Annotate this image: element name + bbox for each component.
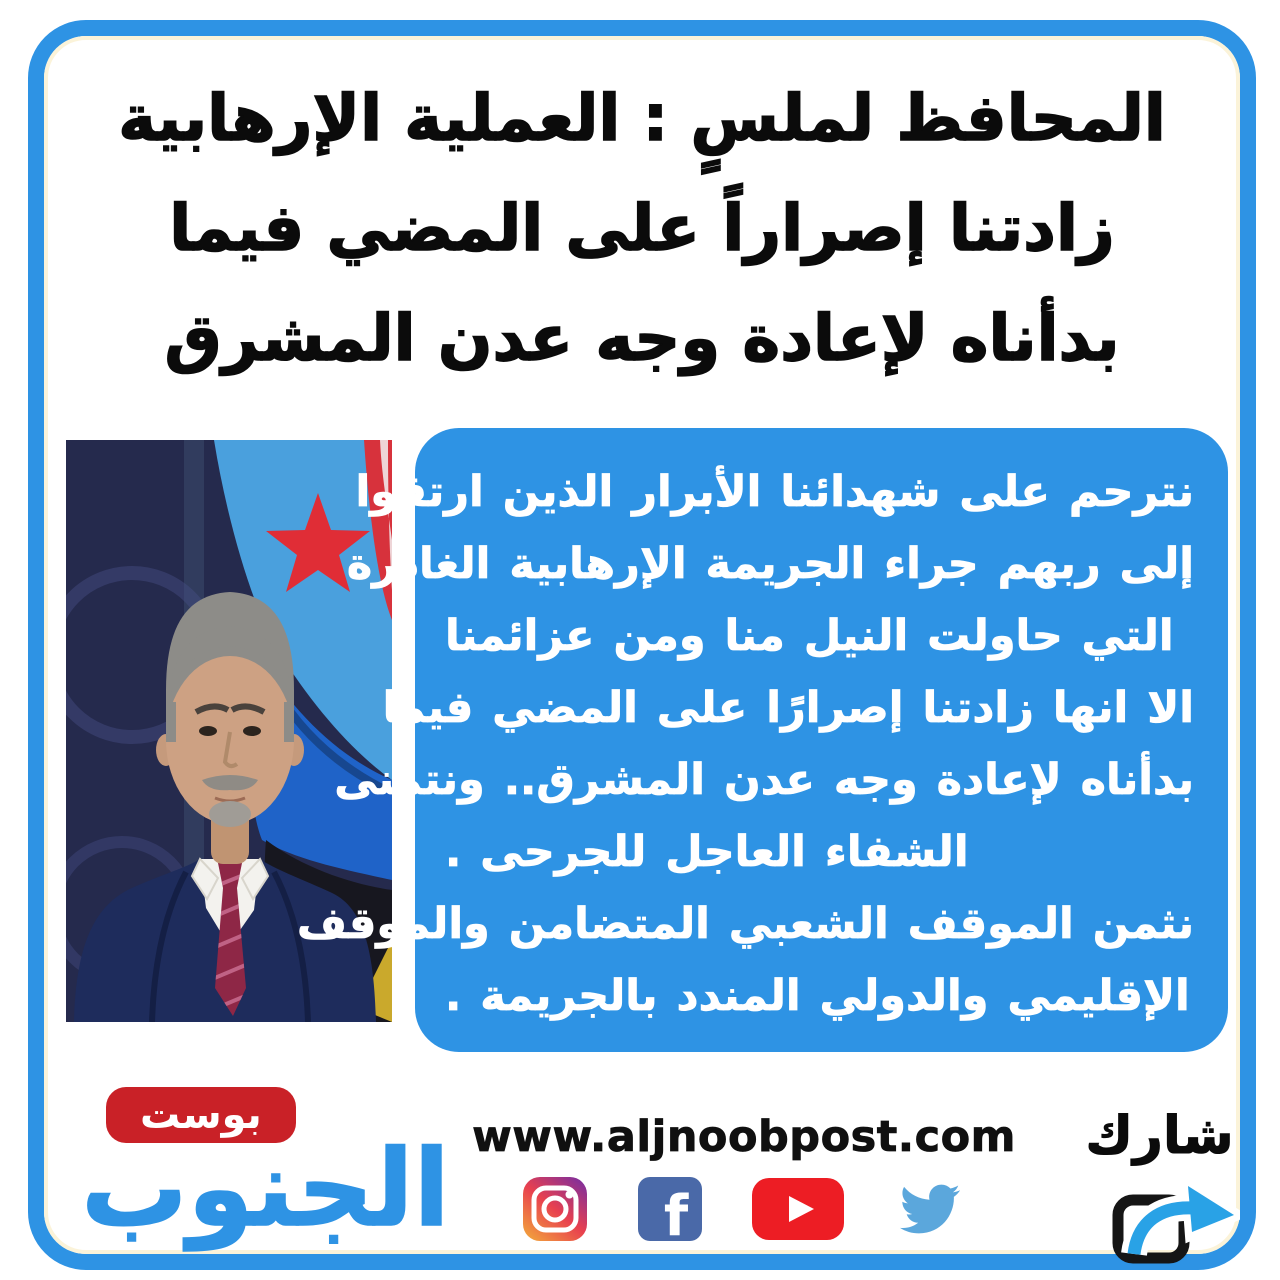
headline-line-3: بدأناه لإعادة وجه عدن المشرق — [164, 302, 1120, 376]
svg-text:f: f — [663, 1184, 689, 1241]
twitter-icon[interactable] — [894, 1179, 966, 1239]
social-icons-row — [468, 1176, 1020, 1242]
quote-line-3: التي حاولت النيل منا ومن عزائمنا — [445, 611, 1174, 661]
quote-line-6: الشفاء العاجل للجرحى . — [445, 827, 969, 877]
share-label: شارك — [1085, 1106, 1234, 1166]
youtube-icon[interactable] — [752, 1178, 844, 1240]
footer-center — [468, 1112, 1020, 1242]
quote-line-1: نترحم على شهدائنا الأبرار الذين ارتقوا — [355, 467, 1194, 517]
headline-line-1: المحافظ لملسٍ : العملية الإرهابية — [118, 82, 1166, 156]
quote-line-5: بدأناه لإعادة وجه عدن المشرق.. ونتمنى — [334, 755, 1194, 805]
instagram-icon[interactable] — [522, 1176, 588, 1242]
quote-line-2: إلى ربهم جراء الجريمة الإرهابية الغادرة — [346, 539, 1194, 589]
facebook-icon[interactable] — [638, 1177, 702, 1241]
quote-line-7: نثمن الموقف الشعبي المتضامن والموقف — [297, 899, 1194, 949]
logo-aljnoob-post — [58, 1083, 473, 1278]
share-block[interactable] — [1072, 1106, 1247, 1270]
logo-badge: بوست — [106, 1087, 296, 1143]
quote-line-4: الا انها زادتنا إصرارًا على المضي فيما — [382, 683, 1194, 733]
website-url[interactable]: www.aljnoobpost.com — [472, 1112, 1016, 1162]
share-icon[interactable] — [1100, 1166, 1247, 1270]
logo-wordmark: الجنوب — [81, 1127, 450, 1250]
headline — [74, 64, 1210, 394]
quote-line-8: الإقليمي والدولي المندد بالجريمة . — [445, 971, 1190, 1021]
quote-box — [297, 428, 1228, 1052]
headline-line-2: زادتنا إصراراً على المضي فيما — [169, 192, 1115, 266]
